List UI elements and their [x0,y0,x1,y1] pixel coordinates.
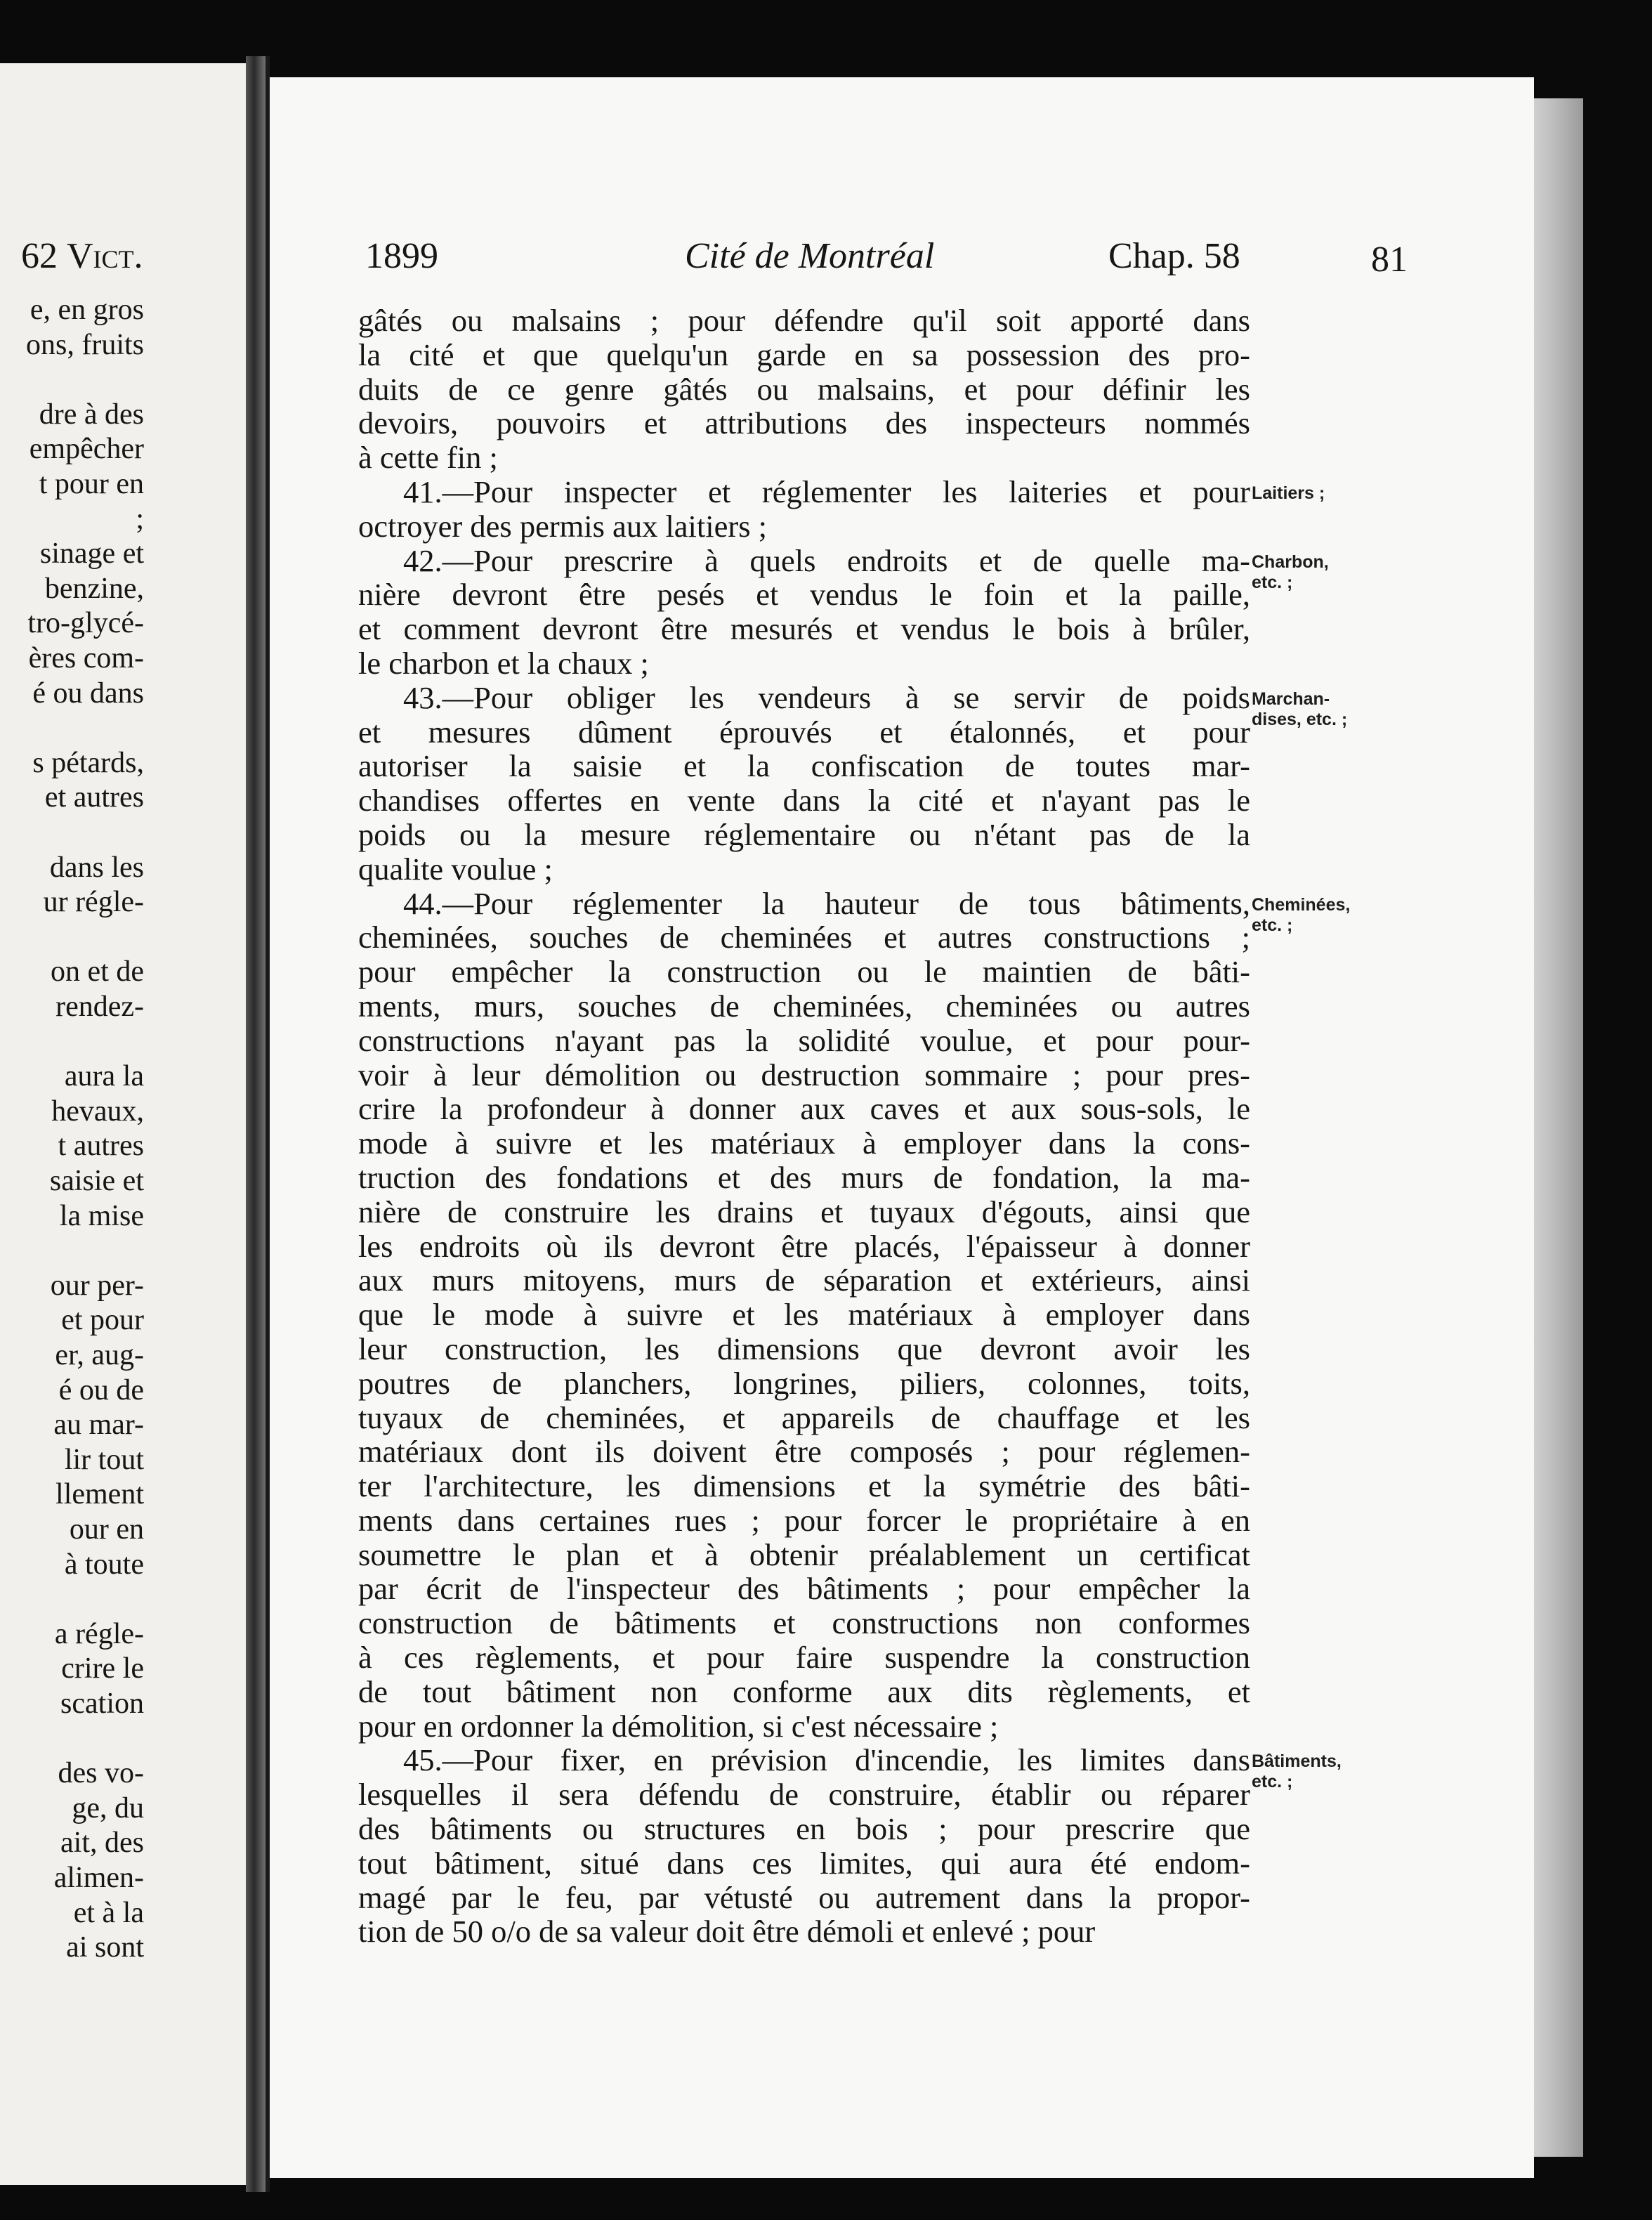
left-running-head [21,235,155,277]
left-text-line: au mar- [53,1409,144,1442]
left-text-line: our en [69,1513,144,1546]
left-text-line: ai sont [66,1931,144,1964]
article-45-line: 45.—Pour fixer, en prévision d'incendie, les limites dans [403,1742,1250,1778]
article-44-line: poutres de planchers, longrines, piliers, colonnes, toits, [358,1365,1250,1401]
left-text-line: e, en gros [29,294,144,326]
marginal-note-line: etc. ; [1252,915,1293,935]
marginal-note-line: etc. ; [1252,1772,1293,1791]
left-text-line: rendez- [55,991,144,1023]
article-44-line: constructions n'ayant pas la solidité voulue, et pour pour- [358,1022,1250,1058]
left-text-line: é ou dans [32,677,144,710]
article-44-line: matériaux dont ils doivent être composés ; pour réglemen- [358,1434,1250,1470]
left-text-line: ; [136,502,144,535]
page-number: 81 [1371,240,1408,280]
running-head-year: 1899 [365,236,438,276]
left-text-line: ons, fruits [26,328,144,361]
left-text-line: saisie et [49,1165,144,1197]
marginal-note-line: Cheminées, [1252,895,1351,915]
article-45-line: tion de 50 o/o de sa valeur doit être démoli et enlevé ; pour [358,1914,1096,1950]
left-text-line: ères com- [28,642,144,674]
article-43-line: qualite voulue ; [358,851,553,887]
article-44-line: ments, murs, souches de cheminées, cheminées ou autres [358,988,1250,1024]
left-text-line: des vo- [58,1757,144,1790]
left-text-line: on et de [51,955,144,988]
previous-page-fragment [0,63,246,2185]
article-42-line: le charbon et la chaux ; [358,645,649,681]
article-44-line: aux murs mitoyens, murs de séparation et extérieurs, ainsi [358,1262,1250,1298]
article-44-line: à ces règlements, et pour faire suspendre la construction [358,1640,1250,1676]
left-text-line: a régle- [54,1617,144,1650]
running-head-title: Cité de Montréal [685,236,935,276]
left-text-line: alimen- [53,1862,144,1894]
left-text-line: ait, des [60,1827,144,1860]
text-line: devoirs, pouvoirs et attributions des inspecteurs nommés [358,405,1250,441]
article-44-line: les endroits où ils devront être placés, l'épaisseur à donner [358,1228,1250,1264]
article-44-line: cheminées, souches de cheminées et autres constructions ; [358,920,1250,955]
left-text-line: s pétards, [32,746,144,779]
article-44-line: de tout bâtiment non conforme aux dits règlements, et [358,1673,1250,1709]
left-text-line: dre à des [39,398,144,431]
article-45-line: lesquelles il sera défendu de construire, établir ou réparer [358,1777,1250,1813]
left-text-line: empêcher [29,433,144,466]
article-44-line: ments dans certaines rues ; pour forcer le propriétaire à en [358,1502,1250,1538]
book-gutter [246,56,267,2192]
article-41-line: octroyer des permis aux laitiers ; [358,508,768,544]
left-text-line: ge, du [72,1791,144,1824]
article-44-line: par écrit de l'inspecteur des bâtiments ; pour empêcher la [358,1571,1250,1607]
left-text-line: aura la [64,1060,144,1093]
left-text-line: et pour [61,1304,144,1337]
article-44-line: leur construction, les dimensions que devront avoir les [358,1331,1250,1366]
article-44-line: mode à suivre et les matériaux à employer dans la cons- [358,1125,1250,1161]
article-44-line: tuyaux de cheminées, et appareils de chauffage et les [358,1399,1250,1435]
left-text-line: lir tout [64,1443,144,1476]
left-text-line: dans les [49,851,144,884]
marginal-note-line: etc. ; [1252,573,1293,592]
article-44-line: truction des fondations et des murs de fondation, la ma- [358,1159,1250,1195]
article-45-line: tout bâtiment, situé dans ces limites, qui aura été endom- [358,1845,1250,1881]
article-44-line: voir à leur démolition ou destruction sommaire ; pour pres- [358,1057,1250,1092]
left-text-line: t pour en [39,468,144,500]
article-44-line: ter l'architecture, les dimensions et la symétrie des bâti- [358,1468,1250,1504]
page-stack-edge [1534,98,1583,2157]
article-44-line: que le mode à suivre et les matériaux à employer dans [358,1297,1250,1333]
marginal-note [1252,1751,1378,1792]
text-line: gâtés ou malsains ; pour défendre qu'il soit apporté dans [358,303,1250,338]
left-text-line: er, aug- [55,1339,144,1371]
marginal-note-line: Laitiers ; [1252,483,1325,503]
article-43-line: et mesures dûment éprouvés et étalonnés, et pour [358,714,1250,750]
article-44-line: nière de construire les drains et tuyaux d'égouts, ainsi que [358,1194,1250,1229]
text-line: la cité et que quelqu'un garde en sa possession des pro- [358,337,1250,372]
article-42-line: 42.—Pour prescrire à quels endroits et de quelle ma- [403,542,1250,578]
left-text-line: et autres [44,781,144,814]
marginal-note-line: dises, etc. ; [1252,710,1348,729]
article-44-line: crire la profondeur à donner aux caves et aux sous-sols, le [358,1091,1250,1127]
marginal-note-line: Bâtiments, [1252,1751,1342,1771]
article-42-line: et comment devront être mesurés et vendus le bois à brûler, [358,611,1250,647]
left-text-line: é ou de [58,1373,144,1406]
body-text [358,303,1250,1949]
article-44-line: pour en ordonner la démolition, si c'est nécessaire ; [358,1708,999,1744]
left-text-line: et à la [73,1896,144,1929]
article-44-line: soumettre le plan et à obtenir préalablement un certificat [358,1536,1250,1572]
left-volume-number: 62 [21,236,58,276]
left-text-line: sinage et [39,537,144,570]
article-43-line: poids ou la mesure réglementaire ou n'étant pas de la [358,816,1250,852]
marginal-note [1252,483,1378,504]
article-42-line: nière devront être pesés et vendus le foin et la paille, [358,577,1250,613]
left-text-line: crire le [61,1652,144,1685]
article-45-line: magé par le feu, par vétusté ou autrement dans la propor- [358,1879,1250,1915]
article-45-line: des bâtiments ou structures en bois ; pour prescrire que [358,1811,1250,1847]
left-text-line: our per- [50,1269,144,1302]
text-line: à cette fin ; [358,440,498,476]
article-41-line: 41.—Pour inspecter et réglementer les laiteries et pour [403,474,1250,509]
left-text-line: la mise [59,1199,144,1232]
article-43-line: autoriser la saisie et la confiscation de toutes mar- [358,748,1250,784]
running-head-chapter: Chap. 58 [1108,236,1240,276]
article-44-line: construction de bâtiments et constructions non conformes [358,1605,1250,1641]
left-text-line: llement [55,1478,144,1511]
article-44-line: pour empêcher la construction ou le maintien de bâti- [358,954,1250,990]
left-text-line: ur régle- [43,886,144,919]
article-44-line: 44.—Pour réglementer la hauteur de tous bâtiments, [403,885,1250,921]
left-text-line: hevaux, [51,1095,144,1128]
marginal-note [1252,895,1378,936]
left-text-line: à toute [64,1548,144,1581]
article-43-line: 43.—Pour obliger les vendeurs à se servir de poids [403,679,1250,715]
left-text-line: benzine, [44,572,144,605]
marginal-note [1252,552,1378,593]
marginal-note-line: Charbon, [1252,552,1329,572]
text-line: duits de ce genre gâtés ou malsains, et pour définir les [358,371,1250,407]
marginal-note [1252,689,1378,730]
left-text-line: scation [60,1687,144,1720]
left-volume-label: Vict. [67,236,143,276]
left-text-line: t autres [58,1130,144,1163]
article-43-line: chandises offertes en vente dans la cité et n'ayant pas le [358,783,1250,818]
marginal-note-line: Marchan- [1252,689,1330,709]
left-text-line: tro-glycé- [27,607,144,640]
